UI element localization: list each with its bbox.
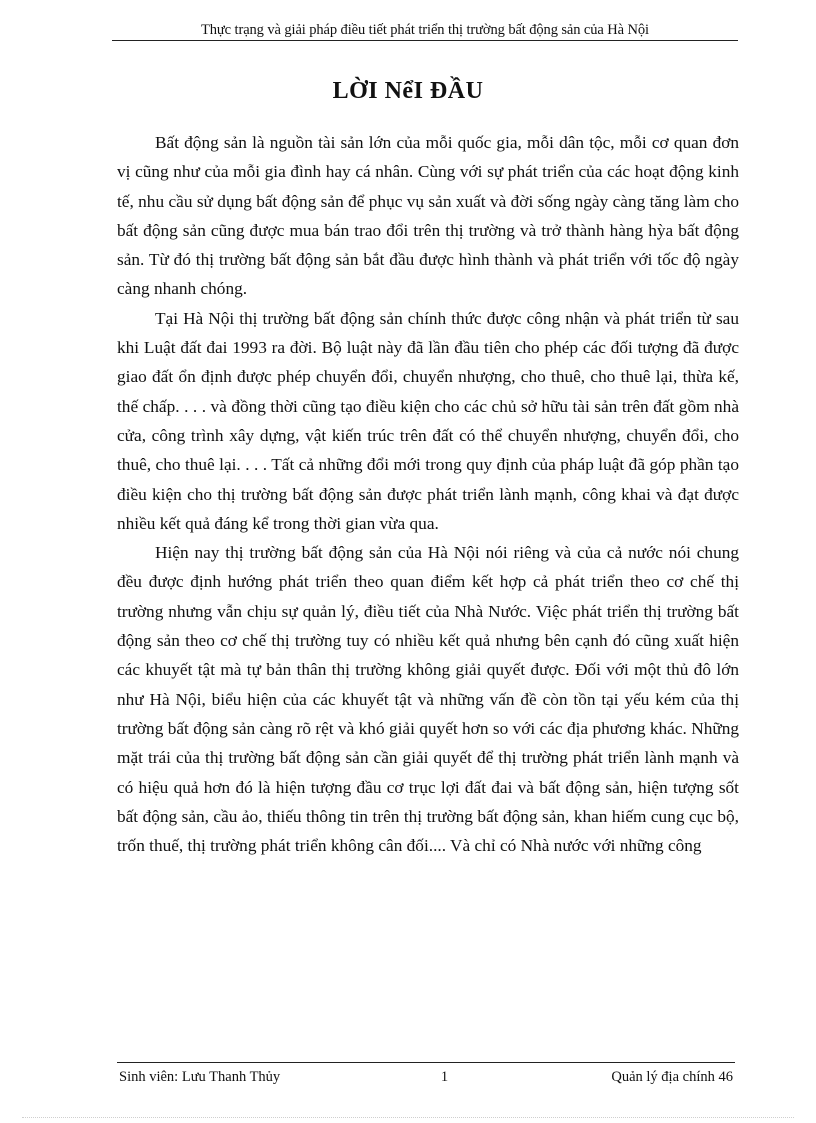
page-title: LỜI NểI ĐẦU	[332, 78, 484, 104]
page-bottom-edge	[22, 1117, 794, 1118]
paragraph-1: Bất động sản là nguồn tài sản lớn của mỗi quốc gia, mỗi dân tộc, mỗi cơ quan đơn vị cũng như của mỗi gia đình hay cá nhân. Cùng với sự phát triển của các hoạt động kinh tế, nhu cầu sử dụng bất động sản để phục vụ sản xuất và đời sống ngày càng tăng làm cho bất động sản cũng được mua bán trao đổi trên thị trường và trở thành hàng hỳa bất động sản. Từ đó thị trường bất động sản bắt đầu được hình thành và phát triển với tốc độ ngày càng nhanh chóng.	[117, 133, 739, 299]
paragraph-2: Tại Hà Nội thị trường bất động sản chính thức được công nhận và phát triển từ sau khi Luật đất đai 1993 ra đời. Bộ luật này đã lần đầu tiên cho phép các đối tượng đã được giao đất ổn định được phép chuyển đổi, chuyển nhượng, cho thuê, cho thuê lại, thừa kế, thế chấp. . . . và đồng thời cũng tạo điều kiện cho các chủ sở hữu tài sản trên đất gồm nhà cửa, công trình xây dựng, vật kiến trúc trên đất có thể chuyển nhượng, chuyển đổi, cho thuê, cho thuê lại. . . . Tất cả những đổi mới trong quy định của pháp luật đã góp phần tạo điều kiện cho thị trường bất động sản được phát triển lành mạnh, công khai và đạt được nhiều kết quả đáng kể trong thời gian vừa qua.	[117, 308, 739, 533]
page-footer	[117, 1062, 735, 1085]
footer-department: Quản lý địa chính 46	[611, 1069, 733, 1085]
footer-page-number: 1	[440, 1069, 449, 1085]
document-body	[117, 128, 739, 860]
paragraph-3: Hiện nay thị trường bất động sản của Hà Nội nói riêng và của cả nước nói chung đều được định hướng phát triển theo quan điểm kết hợp cả phát triển theo cơ chế thị trường nhưng vẫn chịu sự quản lý, điều tiết của Nhà Nước. Việc phát triển thị trường bất động sản theo cơ chế thị trường tuy có nhiều kết quả nhưng bên cạnh đó cũng xuất hiện các khuyết tật mà tự bản thân thị trường không giải quyết được. Đối với một thủ đô lớn như Hà Nội, biểu hiện của các khuyết tật và những vấn đề còn tồn tại yếu kém của thị trường bất động sản càng rõ rệt và khó giải quyết hơn so với các địa phương khác. Những mặt trái của thị trường bất động sản cần giải quyết để thị trường phát triển lành mạnh và có hiệu quả hơn đó là hiện tượng đầu cơ trục lợi đất đai và bất động sản, hiện tượng sốt bất động sản, cầu ảo, thiếu thông tin trên thị trường bất động sản, khan hiếm cung cục bộ, trốn thuế, thị trường phát triển không cân đối.... Và chỉ có Nhà nước với những công	[117, 543, 739, 856]
running-header-text: Thực trạng và giải pháp điều tiết phát triển thị trường bất động sản của Hà Nội	[201, 22, 649, 38]
footer-student: Sinh viên: Lưu Thanh Thủy	[119, 1069, 281, 1085]
running-header	[112, 20, 738, 41]
